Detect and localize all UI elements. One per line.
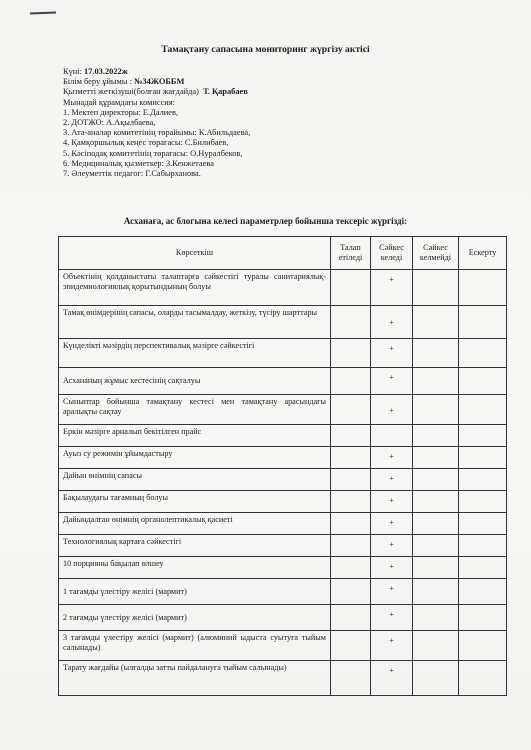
required-cell — [331, 535, 371, 557]
note-cell — [459, 339, 507, 368]
note-cell — [459, 469, 507, 491]
not-matches-cell — [413, 491, 459, 513]
note-cell — [459, 306, 507, 339]
matches-cell: + — [371, 513, 413, 535]
note-cell — [459, 661, 507, 696]
org-label: Білім беру ұйымы : — [63, 77, 132, 87]
not-matches-cell — [413, 447, 459, 469]
not-matches-cell — [413, 395, 459, 425]
indicator-cell: Еркін мәзірге арналып бекітілген прайс — [59, 425, 331, 447]
note-cell — [459, 447, 507, 469]
not-matches-cell — [413, 469, 459, 491]
act-info — [63, 67, 250, 179]
note-cell — [459, 270, 507, 306]
org-line — [63, 77, 250, 87]
table-row — [59, 469, 507, 491]
indicator-cell: Күнделікті мәзірдің перспективалық мәзірге сәйкестігі — [59, 339, 331, 368]
indicator-cell: 10 порцияны бақылап өлшеу — [59, 557, 331, 579]
table-row — [59, 491, 507, 513]
inspection-subtitle: Асханаға, ас блогына келесі параметрлер бойынша тексеріс жүргізді: — [123, 216, 408, 226]
matches-cell: + — [371, 469, 413, 491]
indicator-cell: Ауыз су режимін ұйымдастыру — [59, 447, 331, 469]
indicator-cell: Объектінің қолданыстағы талаптарға сәйкестігі туралы санитариялық-эпидемиологиялық қорытындының болуы — [59, 270, 331, 306]
date-line — [63, 67, 250, 77]
commission-member: 7. Әлеуметтік педагог: Г.Сабырханова. — [63, 169, 201, 179]
indicator-cell: Дайын өнімнің сапасы — [59, 469, 331, 491]
note-cell — [459, 605, 507, 631]
table-row — [59, 579, 507, 605]
commission-member: 4. Қамқоршылық кеңес төрағасы: С.Билибаев, — [63, 138, 229, 148]
matches-cell — [371, 425, 413, 447]
required-cell — [331, 447, 371, 469]
header-not-matches: Сәйкес келмейді — [413, 237, 459, 270]
note-cell — [459, 425, 507, 447]
matches-cell: + — [371, 661, 413, 696]
table-row — [59, 395, 507, 425]
note-cell — [459, 395, 507, 425]
note-cell — [459, 557, 507, 579]
not-matches-cell — [413, 557, 459, 579]
not-matches-cell — [413, 513, 459, 535]
matches-cell: + — [371, 631, 413, 661]
matches-cell: + — [371, 491, 413, 513]
not-matches-cell — [413, 425, 459, 447]
required-cell — [331, 270, 371, 306]
table-row — [59, 270, 507, 306]
table-row — [59, 535, 507, 557]
indicator-cell: Сыныптар бойынша тамақтану кестесі мен тамақтану арасындағы аралықты сақтау — [59, 395, 331, 425]
note-cell — [459, 513, 507, 535]
required-cell — [331, 513, 371, 535]
table-row — [59, 368, 507, 395]
matches-cell: + — [371, 535, 413, 557]
required-cell — [331, 395, 371, 425]
table-row — [59, 605, 507, 631]
header-indicator: Көрсеткіш — [59, 237, 331, 270]
required-cell — [331, 579, 371, 605]
matches-cell: + — [371, 395, 413, 425]
matches-cell: + — [371, 270, 413, 306]
required-cell — [331, 339, 371, 368]
note-cell — [459, 535, 507, 557]
supplier-line — [63, 87, 250, 97]
commission-intro: Мынадай құрамдағы комиссия: — [63, 97, 175, 107]
indicator-cell: Тарату жағдайы (ылғалды затты пайдалануға тыйым салынады) — [59, 661, 331, 696]
table-row — [59, 631, 507, 661]
not-matches-cell — [413, 631, 459, 661]
matches-cell: + — [371, 557, 413, 579]
not-matches-cell — [413, 661, 459, 696]
date-label: Күні: — [63, 67, 82, 76]
not-matches-cell — [413, 368, 459, 395]
matches-cell: + — [371, 339, 413, 368]
table-row — [59, 661, 507, 696]
matches-cell: + — [371, 368, 413, 395]
matches-cell: + — [371, 579, 413, 605]
required-cell — [331, 557, 371, 579]
supplier-value: Т. Қарабаев — [203, 87, 248, 97]
scan-mark — [30, 12, 56, 15]
supplier-label: Қызметті жеткізуші(болған жағдайда) — [63, 87, 199, 97]
required-cell — [331, 368, 371, 395]
required-cell — [331, 491, 371, 513]
note-cell — [459, 491, 507, 513]
header-note: Ескерту — [459, 237, 507, 270]
commission-member: 3. Ата-аналар комитетінің төрайымы: К.Абильдаева, — [63, 128, 251, 138]
required-cell — [331, 306, 371, 339]
table-row — [59, 339, 507, 368]
table-row — [59, 306, 507, 339]
not-matches-cell — [413, 339, 459, 368]
required-cell — [331, 425, 371, 447]
indicator-cell: Бақылаудағы тағамның болуы — [59, 491, 331, 513]
table-row — [59, 513, 507, 535]
note-cell — [459, 631, 507, 661]
indicator-cell: Асхананың жұмыс кестесінің сақталуы — [59, 368, 331, 395]
indicator-cell: 1 тағамды үлестіру желісі (мармит) — [59, 579, 331, 605]
commission-member: 5. Кәсіподақ комитетінің төрағасы: О.Нуралбеков, — [63, 148, 243, 158]
required-cell — [331, 631, 371, 661]
indicator-cell: Тамақ өнімдерінің сапасы, оларды тасымалдау, жеткізу, түсіру шарттары — [59, 306, 331, 339]
matches-cell: + — [371, 605, 413, 631]
table-row — [59, 557, 507, 579]
commission-member: 2. ДОТЖО: А.Ақылбаева, — [63, 118, 156, 128]
not-matches-cell — [413, 270, 459, 306]
indicator-cell: Технологиялық картаға сәйкестігі — [59, 535, 331, 557]
indicator-cell: 2 тағамды үлестіру желісі (мармит) — [59, 605, 331, 631]
required-cell — [331, 661, 371, 696]
table-row — [59, 425, 507, 447]
inspection-table — [58, 236, 507, 696]
required-cell — [331, 469, 371, 491]
not-matches-cell — [413, 535, 459, 557]
commission-member: 1. Мектеп директоры: Е.Далиев, — [63, 107, 179, 117]
table-header-row — [59, 237, 507, 270]
matches-cell: + — [371, 306, 413, 339]
table-row — [59, 447, 507, 469]
document-title: Тамақтану сапасына мониторинг жүргізу актісі — [161, 44, 370, 55]
commission-member: 6. Медициналық қызметкер: З.Кенжетаева — [63, 158, 214, 168]
not-matches-cell — [413, 579, 459, 605]
note-cell — [459, 368, 507, 395]
header-required: Талап етіледі — [331, 237, 371, 270]
indicator-cell: Дайындалған өнімнің органолептикалық қасиеті — [59, 513, 331, 535]
indicator-cell: 3 тағамды үлестіру желісі (мармит) (алюминий ыдыста суытуға тыйым салынады) — [59, 631, 331, 661]
note-cell — [459, 579, 507, 605]
not-matches-cell — [413, 306, 459, 339]
required-cell — [331, 605, 371, 631]
header-matches: Сәйкес келеді — [371, 237, 413, 270]
date-value: 17.03.2022ж — [84, 67, 128, 76]
not-matches-cell — [413, 605, 459, 631]
matches-cell: + — [371, 447, 413, 469]
org-value: №34ЖОББМ — [134, 77, 185, 87]
